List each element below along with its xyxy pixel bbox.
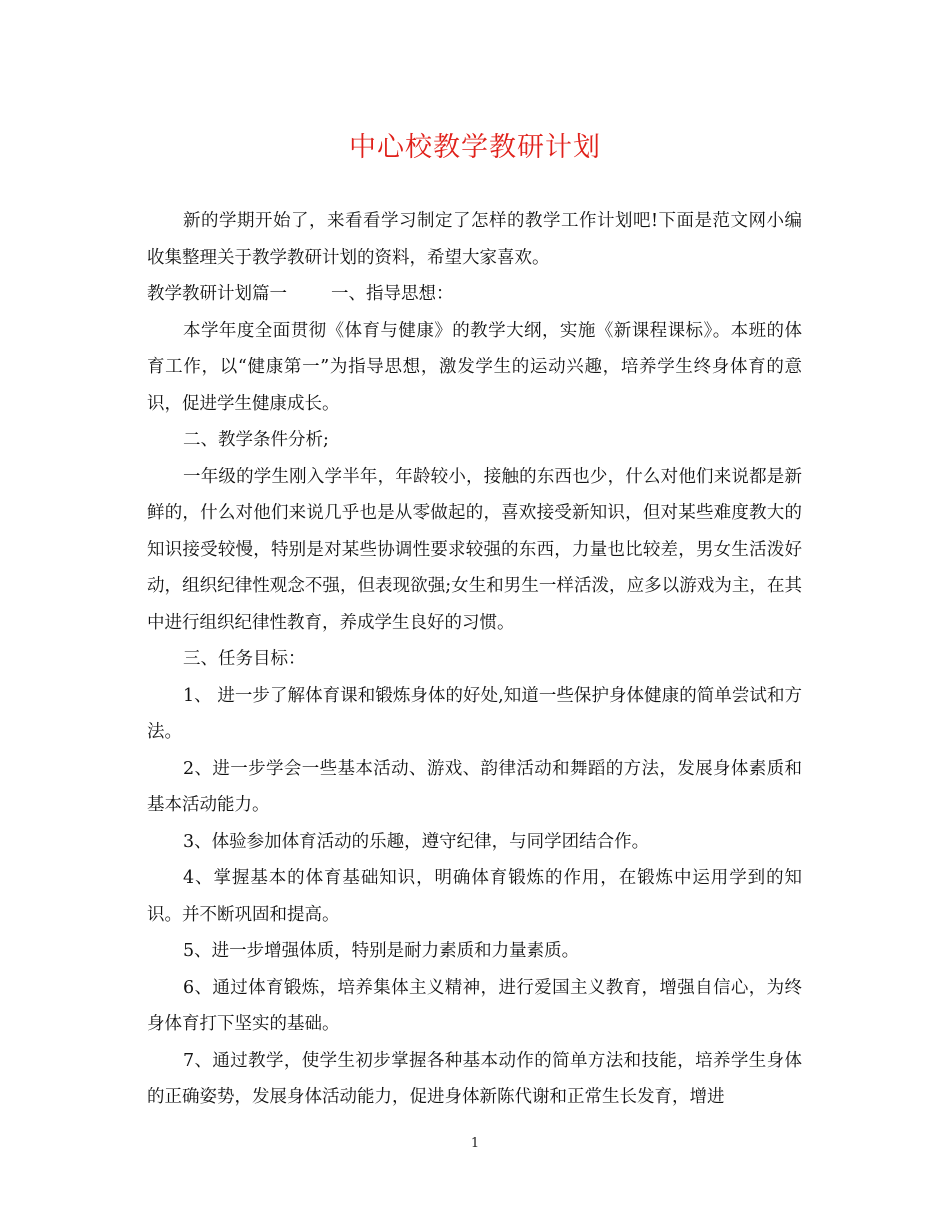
goal-item: 5、进一步增强体质，特别是耐力素质和力量素质。 [183, 941, 580, 961]
goal-item: 3、体验参加体育活动的乐趣，遵守纪律，与同学团结合作。 [183, 831, 650, 852]
heading-condition-analysis: 二、教学条件分析; [183, 430, 329, 450]
goal-item: 1、 进一步了解体育课和锻炼身体的好处,知道一些保护身体健康的简单尝试和方法。 [147, 685, 802, 742]
goal-item: 7、通过教学，使学生初步掌握各种基本动作的简单方法和技能，培养学生身体的正确姿势，发展身体活动能力，促进身体新陈代谢和正常生长发育，增进 [147, 1050, 802, 1107]
paragraph-guiding-thought: 本学年度全面贯彻《体育与健康》的教学大纲，实施《新课程课标》。本班的体育工作，以“健康第一”为指导思想，激发学生的运动兴趣，培养学生终身体育的意识，促进学生健康成长。 [147, 320, 802, 414]
section-label: 教学教研计划篇一 [147, 284, 287, 304]
paragraph-condition-analysis: 一年级的学生刚入学半年，年龄较小，接触的东西也少，什么对他们来说都是新鲜的，什么对他们来说几乎也是从零做起的，喜欢接受新知识，但对某些难度教大的知识接受较慢，特别是对某些协调性要求较强的东西，力量也比较差，男女生活泼好动，组织纪律性观念不强，但表现欲强;女生和男生一样活泼，应多以游戏为主，在其中进行组织纪律性教育，养成学生良好的习惯。 [147, 466, 802, 633]
page-number: 1 [470, 1136, 480, 1151]
goal-item: 6、通过体育锻炼，培养集体主义精神，进行爱国主义教育，增强自信心，为终身体育打下坚实的基础。 [147, 977, 802, 1034]
document-body [147, 203, 802, 1116]
goal-item: 4、掌握基本的体育基础知识，明确体育锻炼的作用，在锻炼中运用学到的知识。并不断巩固和提高。 [147, 868, 802, 925]
document-title: 中心校教学教研计划 [349, 132, 601, 163]
goal-item: 2、进一步学会一些基本活动、游戏、韵律活动和舞蹈的方法，发展身体素质和基本活动能力。 [147, 758, 802, 815]
section-header-line [147, 276, 802, 313]
heading-task-goals: 三、任务目标： [183, 649, 306, 669]
heading-guiding-thought: 一、指导思想： [331, 284, 454, 304]
intro-paragraph: 新的学期开始了，来看看学习制定了怎样的教学工作计划吧!下面是范文网小编收集整理关于教学教研计划的资料，希望大家喜欢。 [147, 211, 802, 268]
